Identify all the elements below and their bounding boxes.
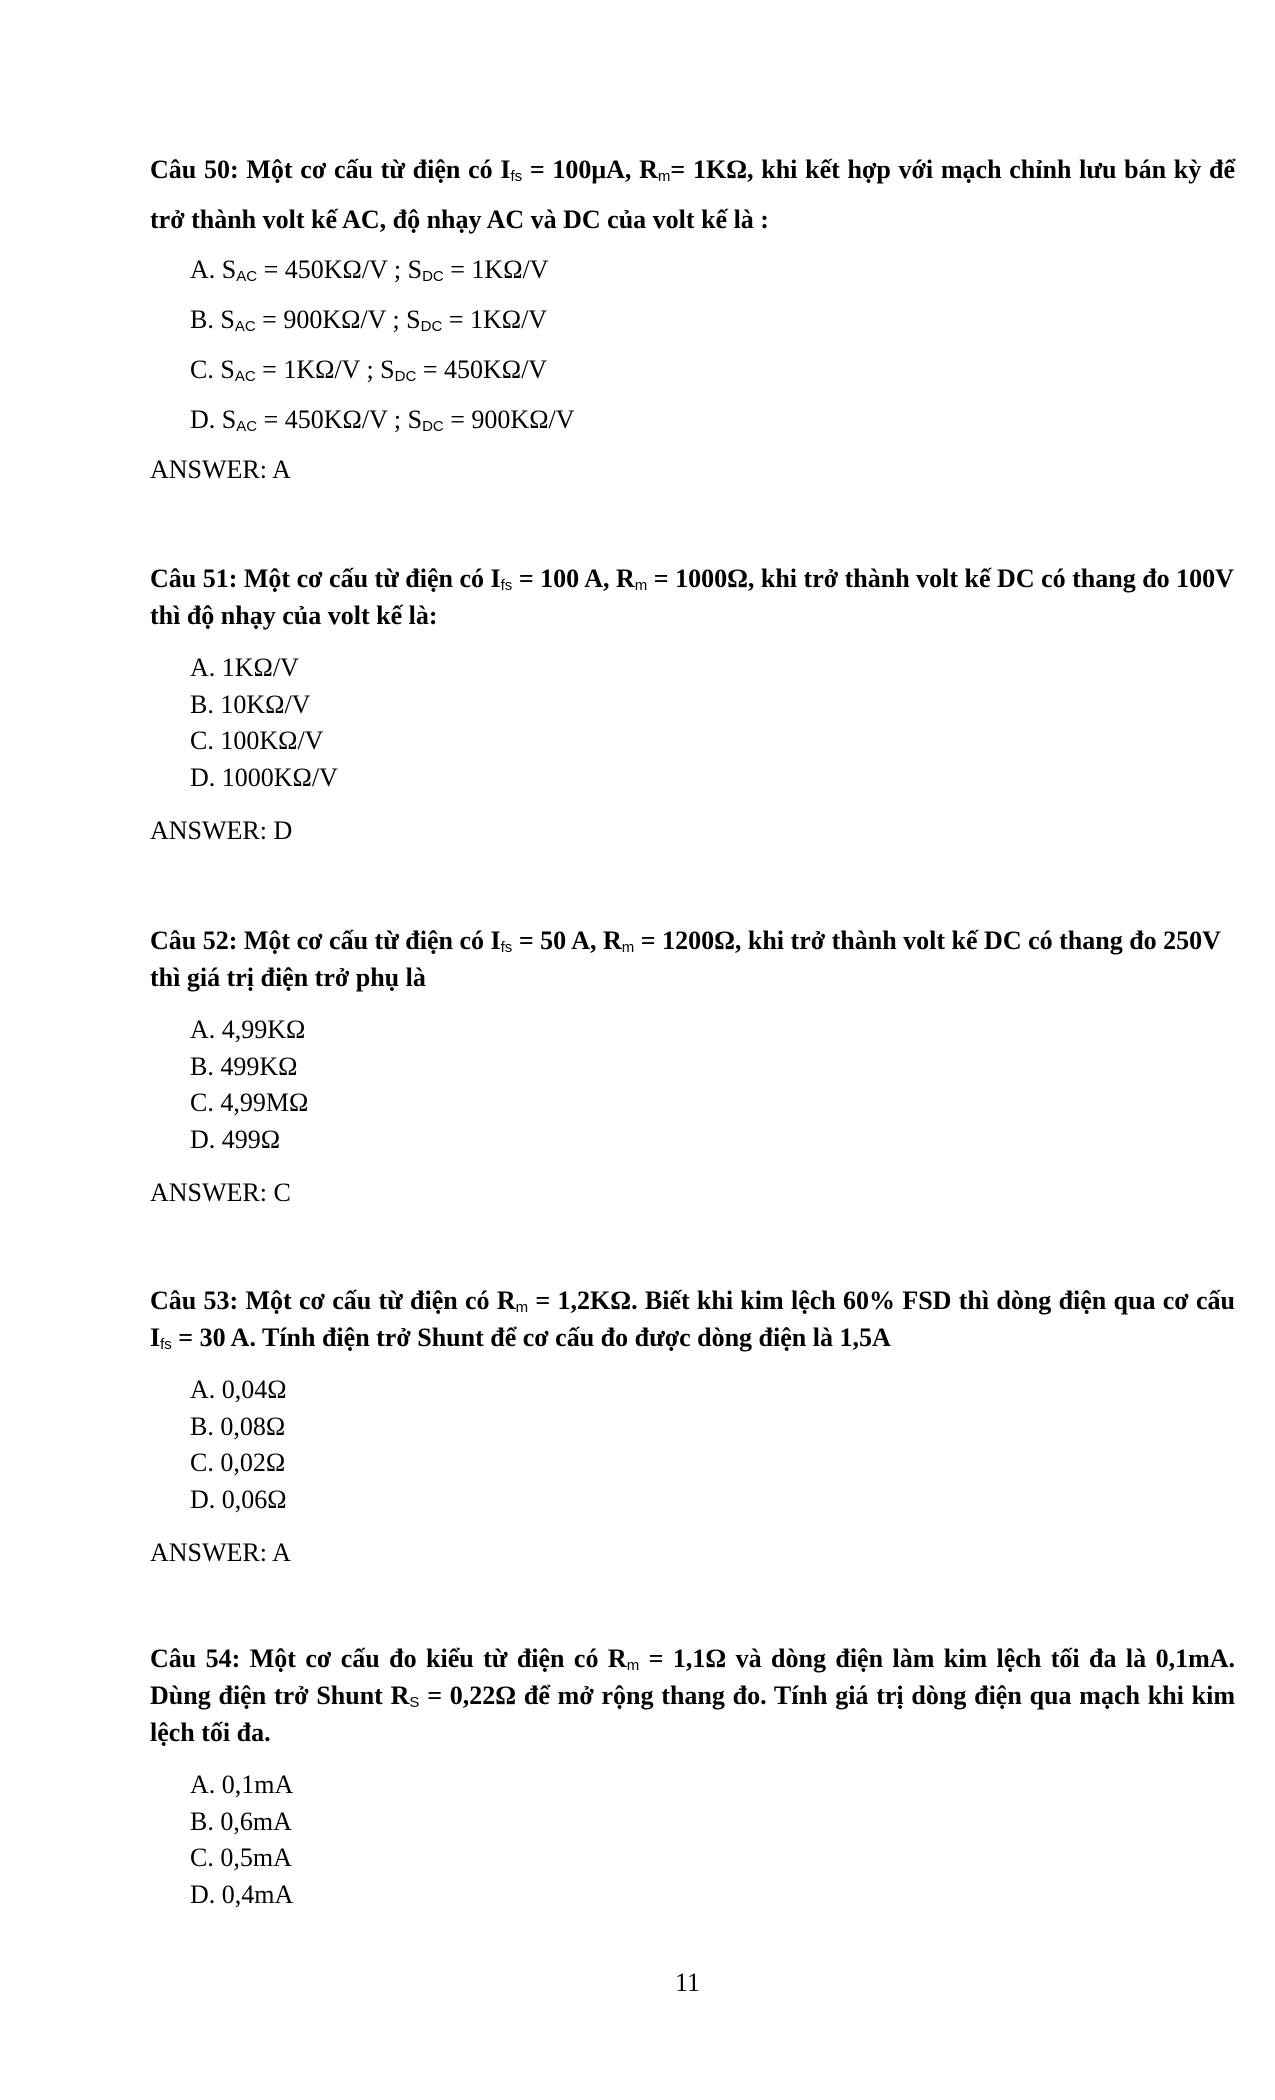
option-d: D. 499Ω — [190, 1124, 281, 1154]
question-52-stem: Câu 52: Một cơ cấu từ điện có $I_{fs} = 50$ A, $R_m = 1200\Omega$, khi trở thành volt kế DC có thang đo 250V thì giá trị điện trở phụ là — [150, 926, 1221, 992]
question-53-stem: Câu 53: Một cơ cấu từ điện có $R_m = 1,2K\Omega$. Biết khi kim lệch 60% FSD thì dòng điện qua cơ cấu $I_{fs} = 30$ A. Tính điện trở Shunt để cơ cấu đo được dòng điện là 1,5A — [150, 1286, 1235, 1353]
option-c: C. 0,5mA — [190, 1843, 292, 1872]
question-51-answer: ANSWER: D — [150, 816, 293, 845]
question-51 — [150, 560, 1235, 849]
question-50 — [150, 145, 1235, 495]
subscript-m: m — [626, 1657, 640, 1674]
subscript-fs: fs — [510, 168, 523, 185]
option-a: A. 0,04Ω — [190, 1375, 287, 1404]
option-d: D. 0,4mA — [190, 1879, 294, 1909]
question-54-stem: Câu 54: Một cơ cấu đo kiểu từ điện có $R_m = 1,1\Omega$ và dòng điện làm kim lệch tối đa là 0,1mA. Dùng điện trở Shunt $R_S = 0,22\Omega$ để mở rộng thang đo. Tính giá trị dòng điện qua mạch khi kim lệch tối đa. — [150, 1644, 1236, 1747]
subscript-fs: fs — [500, 577, 513, 594]
question-52-options — [150, 1012, 1235, 1158]
option-b: B. 499KΩ — [190, 1051, 298, 1081]
question-51-options — [150, 650, 1235, 796]
question-51-stem: Câu 51: Một cơ cấu từ điện có $I_{fs} = 100$ A, $R_m = 1000\Omega$, khi trở thành volt kế DC có thang đo 100V thì độ nhạy của volt kế là: — [150, 564, 1234, 630]
question-53 — [150, 1282, 1235, 1571]
question-54-options — [150, 1767, 1235, 1913]
stem-text: Câu 50: Một cơ cấu từ điện có I — [150, 155, 511, 184]
subscript-s: S — [409, 1694, 420, 1711]
subscript-m: m — [657, 168, 671, 185]
question-54 — [150, 1640, 1235, 1913]
question-53-options — [150, 1372, 1235, 1518]
option-d: D. 0,06Ω — [190, 1484, 287, 1514]
option-c: C. $S_{AC} = 1K\Omega/V$ ; $S_{DC} = 450K\Omega/V$ — [190, 355, 548, 385]
option-a: A. 0,1mA — [190, 1770, 294, 1799]
question-50-stem — [150, 145, 1235, 245]
stem-text: = 1KΩ, khi kết hợp với mạch chỉnh lưu bán kỳ để trở thành volt kế AC, độ nhạy AC và DC của volt kế là : — [150, 155, 1235, 234]
option-b: B. 0,6mA — [190, 1806, 292, 1836]
option-c: C. 0,02Ω — [190, 1448, 286, 1477]
option-c: C. 4,99MΩ — [190, 1088, 309, 1117]
option-c: C. 100KΩ/V — [190, 726, 324, 755]
option-b: B. $S_{AC} = 900K\Omega/V$ ; $S_{DC} = 1K\Omega/V$ — [190, 305, 548, 335]
subscript-fs: fs — [500, 939, 513, 956]
subscript-m: m — [634, 577, 648, 594]
option-a: A. 4,99KΩ — [190, 1015, 306, 1044]
subscript-m: m — [515, 1299, 529, 1316]
option-b: B. 10KΩ/V — [190, 689, 311, 719]
option-d: D. 1000KΩ/V — [190, 762, 338, 792]
subscript-m: m — [621, 939, 635, 956]
stem-text: = 100μA, R — [522, 155, 658, 184]
question-53-answer: ANSWER: A — [150, 1538, 291, 1567]
question-50-options — [150, 245, 1235, 445]
subscript-fs: fs — [160, 1336, 172, 1353]
option-b: B. 0,08Ω — [190, 1411, 286, 1441]
question-52 — [150, 922, 1235, 1211]
option-a: A. 1KΩ/V — [190, 653, 299, 682]
option-d: D. $S_{AC} = 450K\Omega/V$ ; $S_{DC} = 900K\Omega/V$ — [190, 405, 575, 435]
page-number: 11 — [674, 1968, 701, 1997]
question-52-answer: ANSWER: C — [150, 1178, 291, 1207]
option-a: A. $S_{AC} = 450K\Omega/V$ ; $S_{DC} = 1K\Omega/V$ — [190, 255, 549, 285]
question-50-answer: ANSWER: A — [150, 455, 291, 484]
